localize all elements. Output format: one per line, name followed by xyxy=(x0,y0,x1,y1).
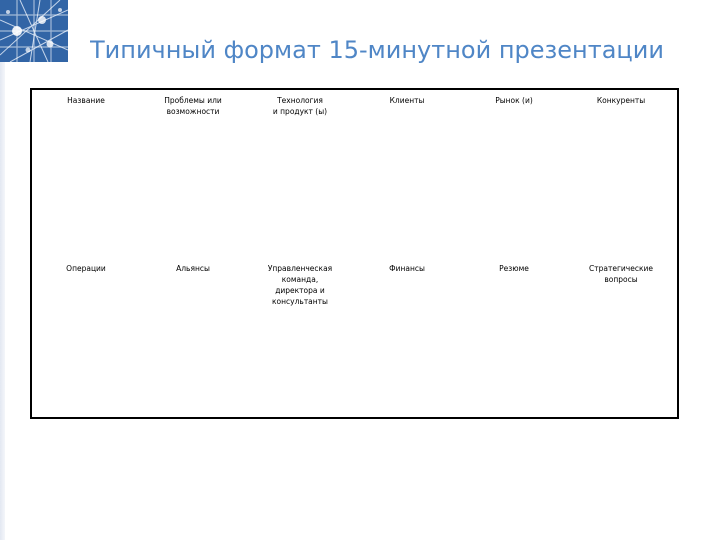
grid-cell-clients: Клиенты xyxy=(389,96,425,105)
left-decor-strip xyxy=(0,0,5,540)
slide-title: Типичный формат 15-минутной презентации xyxy=(90,36,664,64)
grid-cell-operations: Операции xyxy=(66,264,106,273)
presentation-format-grid xyxy=(30,88,679,419)
grid-cell-alliances: Альянсы xyxy=(176,264,210,273)
grid-cell-finance: Финансы xyxy=(389,264,425,273)
grid-cell-management: Управленческая команда, директора и консультанты xyxy=(267,264,333,306)
grid-cell-problems: Проблемы или возможности xyxy=(164,96,222,116)
grid-cell-competitors: Конкуренты xyxy=(596,96,646,105)
grid-cell-markets: Рынок (и) xyxy=(495,96,533,105)
grid-cell-summary: Резюме xyxy=(499,264,529,273)
grid-cell-strategic-issues: Стратегические вопросы xyxy=(589,264,653,284)
network-logo-icon xyxy=(0,0,68,62)
grid-cell-technology: Технология и продукт (ы) xyxy=(272,96,328,116)
grid-cell-title: Название xyxy=(67,96,105,105)
